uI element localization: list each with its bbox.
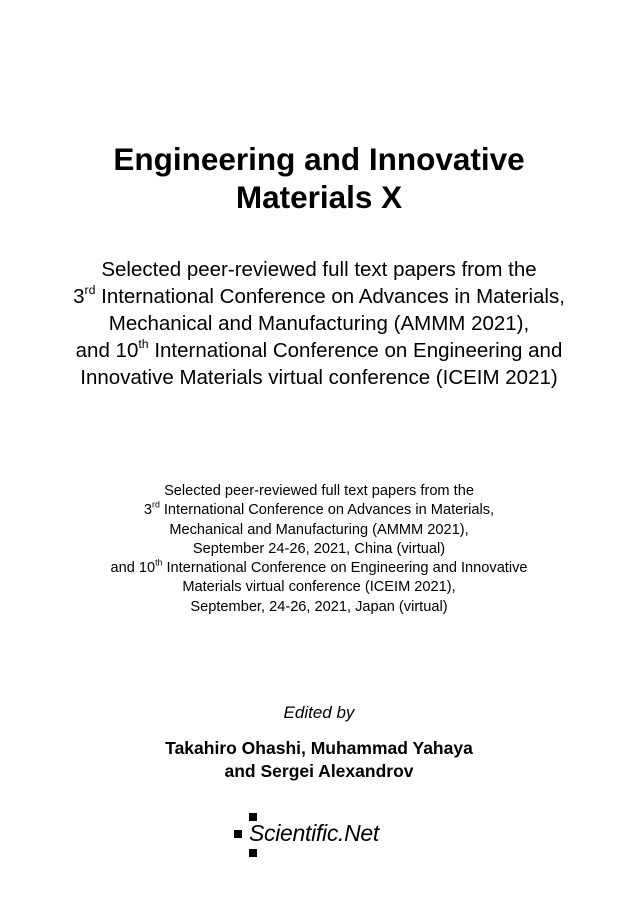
subtitle-line: Innovative Materials virtual conference (ICEIM 2021) bbox=[80, 366, 558, 389]
details-line: Mechanical and Manufacturing (AMMM 2021), bbox=[169, 521, 469, 538]
details-line-text: International Conference on Engineering and Innovative bbox=[162, 560, 528, 577]
book-title-line: Engineering and Innovative bbox=[113, 141, 525, 177]
subtitle-line-text: International Conference on Advances in Materials, bbox=[95, 285, 565, 308]
book-title bbox=[0, 140, 638, 216]
subtitle-line-text: International Conference on Engineering and bbox=[148, 339, 563, 362]
subtitle-ordinal-number: 3 bbox=[73, 285, 85, 308]
details-line: Materials virtual conference (ICEIM 2021), bbox=[182, 579, 456, 596]
editors-line: and Sergei Alexandrov bbox=[224, 761, 414, 781]
details-line-prefix: and 10 bbox=[110, 560, 156, 577]
conference-details bbox=[0, 482, 638, 617]
edited-by-label: Edited by bbox=[283, 703, 355, 722]
logo-square-left bbox=[234, 830, 242, 838]
subtitle-line bbox=[0, 283, 638, 310]
subtitle-ordinal-suffix: th bbox=[138, 336, 149, 351]
subtitle-ordinal-suffix: rd bbox=[84, 282, 96, 297]
details-ordinal-suffix: th bbox=[155, 557, 163, 568]
book-title-line: Materials X bbox=[235, 179, 403, 215]
details-line: September, 24-26, 2021, Japan (virtual) bbox=[190, 598, 448, 615]
details-line-text: International Conference on Advances in Materials, bbox=[159, 502, 495, 519]
book-subtitle bbox=[0, 256, 638, 391]
details-line: Selected peer-reviewed full text papers from the bbox=[164, 483, 474, 499]
details-line bbox=[0, 501, 638, 520]
publisher-logo bbox=[226, 809, 406, 861]
editors-line: Takahiro Ohashi, Muhammad Yahaya bbox=[165, 738, 473, 758]
details-ordinal-number: 3 bbox=[143, 502, 153, 519]
subtitle-line: Mechanical and Manufacturing (AMMM 2021), bbox=[108, 312, 530, 335]
details-line bbox=[0, 559, 638, 578]
editors bbox=[0, 737, 638, 783]
subtitle-line-prefix: and 10 bbox=[75, 339, 139, 362]
details-line: September 24-26, 2021, China (virtual) bbox=[192, 540, 446, 557]
logo-square-bottom bbox=[249, 849, 257, 857]
publisher-logo-text: Scientific.Net bbox=[249, 820, 380, 846]
subtitle-line: Selected peer-reviewed full text papers from the bbox=[101, 258, 537, 281]
details-ordinal-suffix: rd bbox=[152, 499, 160, 510]
subtitle-line bbox=[0, 337, 638, 364]
